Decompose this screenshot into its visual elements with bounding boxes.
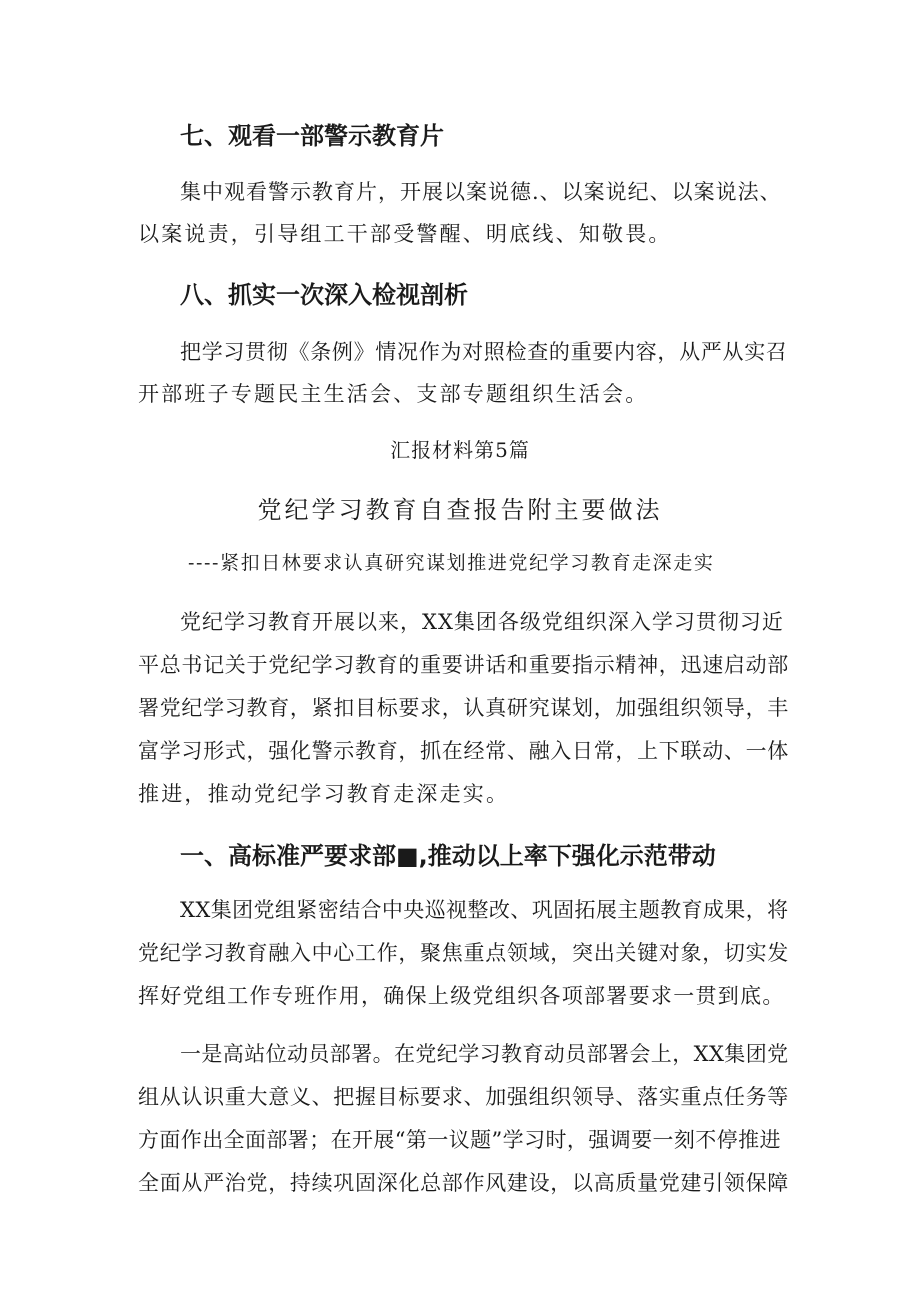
intro-line-5: 推进，推动党纪学习教育走深走实。 <box>138 782 510 806</box>
part-1-heading: 一、高标准严要求部■,推动以上率下强化示范带动 <box>180 842 716 870</box>
article-title: 党纪学习教育自查报告附主要做法 <box>257 496 663 524</box>
intro-line-3: 署党纪学习教育，紧扣目标要求，认真研究谋划，加强组织领导，丰 <box>138 696 789 720</box>
intro-line-4: 富学习形式，强化警示教育，抓在经常、融入日常，上下联动、一体 <box>138 739 789 763</box>
section-7-heading: 七、观看一部警示教育片 <box>180 122 444 150</box>
point-1-line-4: 全面从严治党，持续巩固深化总部作风建设，以高质量党建引领保障 <box>138 1171 789 1195</box>
section-8-heading: 八、抓实一次深入检视剖析 <box>180 281 468 309</box>
part-1-line-3: 挥好党组工作专班作用，确保上级党组织各项部署要求一贯到底。 <box>138 984 785 1008</box>
point-1-line-3: 方面作出全面部署；在开展“第一议题”学习时，强调要一刻不停推进 <box>138 1128 781 1152</box>
article-label: 汇报材料第5篇 <box>390 438 530 462</box>
point-1-line-2: 组从认识重大意义、把握目标要求、加强组织领导、落实重点任务等 <box>138 1085 789 1109</box>
section-8-line-2: 开部班子专题民主生活会、支部专题组织生活会。 <box>138 382 649 406</box>
part-1-line-1: XX集团党组紧密结合中央巡视整改、巩固拓展主题教育成果，将 <box>180 898 789 922</box>
intro-line-1: 党纪学习教育开展以来，XX集团各级党组织深入学习贯彻习近 <box>180 610 784 634</box>
section-7-line-2: 以案说责，引导组工干部受警醒、明底线、知敬畏。 <box>138 222 672 246</box>
part-1-line-2: 党纪学习教育融入中心工作，聚焦重点领域，突出关键对象，切实发 <box>138 941 789 965</box>
section-7-line-1: 集中观看警示教育片，开展以案说德.、以案说纪、以案说法、 <box>180 180 782 204</box>
section-8-line-1: 把学习贯彻《条例》情况作为对照检查的重要内容，从严从实召 <box>180 340 788 364</box>
article-subtitle: ----紧扣日林要求认真研究谋划推进党纪学习教育走深走实 <box>188 552 715 574</box>
intro-line-2: 平总书记关于党纪学习教育的重要讲话和重要指示精神，迅速启动部 <box>138 653 789 677</box>
point-1-line-1: 一是高站位动员部署。在党纪学习教育动员部署会上，XX集团党 <box>180 1042 789 1066</box>
